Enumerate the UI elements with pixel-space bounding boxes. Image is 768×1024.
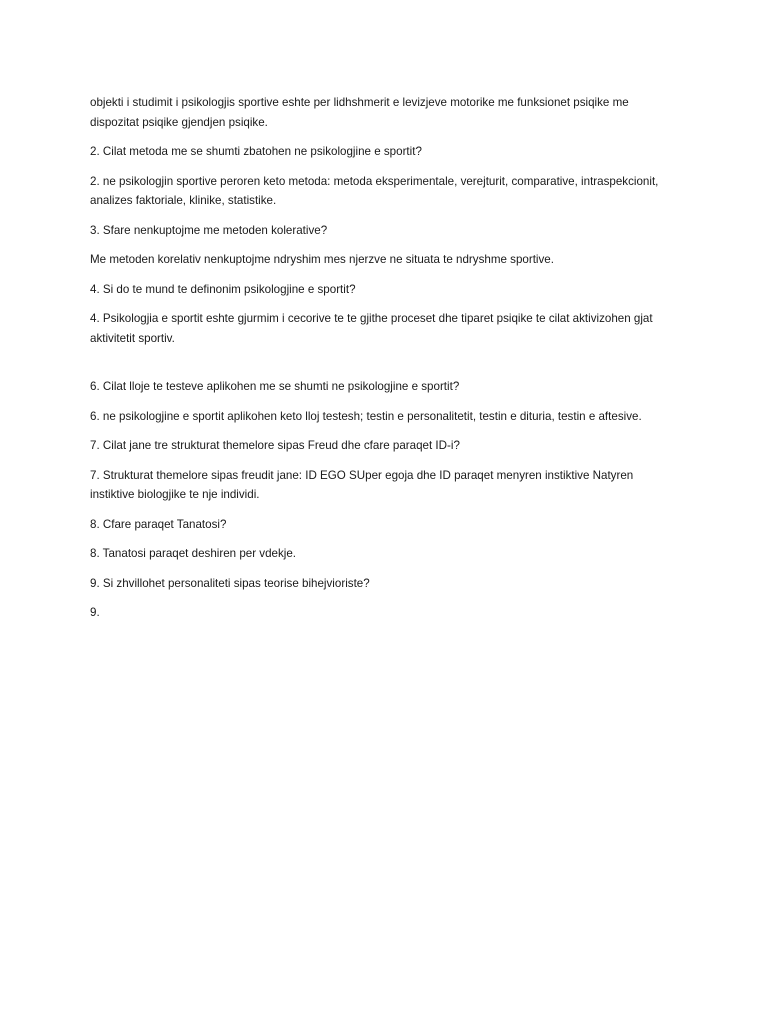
question-9: 9. Si zhvillohet personaliteti sipas teorise bihejvioriste? xyxy=(90,576,370,590)
question-3: 3. Sfare nenkuptojme me metoden kolerative? xyxy=(90,223,328,237)
question-4: 4. Si do te mund te definonim psikologjine e sportit? xyxy=(90,282,356,296)
answer-7: 7. Strukturat themelore sipas freudit jane: ID EGO SUper egoja dhe ID paraqet menyren instiktive Natyren instiktive biologjike te nje individi. xyxy=(90,468,634,501)
question-2: 2. Cilat metoda me se shumti zbatohen ne psikologjine e sportit? xyxy=(90,145,422,158)
answer-6: 6. ne psikologjine e sportit aplikohen keto lloj testesh; testin e personalitetit, testin e dituria, testin e aftesive. xyxy=(90,409,642,423)
answer-2: 2. ne psikologjin sportive peroren keto metoda: metoda eksperimentale, verejturit, comparative, intraspekcionit, analizes faktoriale, klinike, statistike. xyxy=(90,174,659,207)
answer-8: 8. Tanatosi paraqet deshiren per vdekje. xyxy=(90,547,297,560)
question-6: 6. Cilat lloje te testeve aplikohen me se shumti ne psikologjine e sportit? xyxy=(90,380,460,393)
paragraph-intro: objekti i studimit i psikologjis sportive eshte per lidhshmerit e levizjeve motorike me funksionet psiqike me dispozitat psiqike gjendjen psiqike. xyxy=(90,96,629,129)
question-8: 8. Cfare paraqet Tanatosi? xyxy=(90,517,227,531)
answer-3: Me metoden korelativ nenkuptojme ndryshim mes njerzve ne situata te ndryshme sportive. xyxy=(90,253,554,266)
document-body xyxy=(90,93,680,633)
answer-4: 4. Psikologjia e sportit eshte gjurmim i cecorive te te gjithe proceset dhe tiparet psiqike te cilat aktivizohen gjat aktivitetit sportiv. xyxy=(90,312,653,345)
question-7: 7. Cilat jane tre strukturat themelore sipas Freud dhe cfare paraqet ID-i? xyxy=(90,439,460,452)
answer-9: 9. xyxy=(90,606,100,619)
blank-line xyxy=(90,358,680,377)
